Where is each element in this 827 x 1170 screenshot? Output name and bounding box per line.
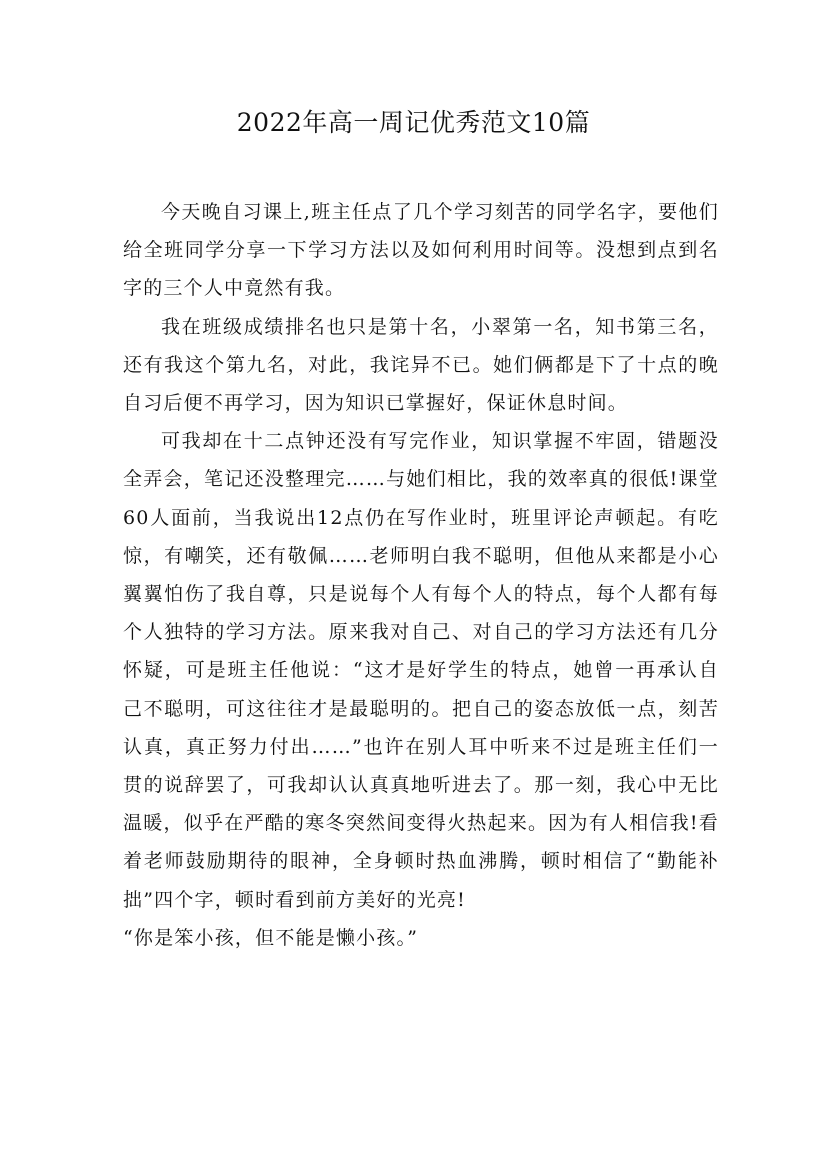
paragraph-2: 我在班级成绩排名也只是第十名，小翠第一名，知书第三名，还有我这个第九名，对此，我诧异不已。她们俩都是下了十点的晚自习后便不再学习，因为知识已掌握好，保证休息时间。 <box>123 315 719 415</box>
document-body <box>123 193 719 957</box>
paragraph-1: 今天晚自习课上,班主任点了几个学习刻苦的同学名字，要他们给全班同学分享一下学习方法以及如何利用时间等。没想到点到名字的三个人中竟然有我。 <box>123 201 719 300</box>
paragraph-3: 可我却在十二点钟还没有写完作业，知识掌握不牢固，错题没全弄会，笔记还没整理完……与她们相比，我的效率真的很低!课堂60人面前，当我说出12点仍在写作业时，班里评论声顿起。有吃惊，有嘲笑，还有敬佩……老师明白我不聪明，但他从来都是小心翼翼怕伤了我自尊，只是说每个人有每个人的特点，每个人都有每个人独特的学习方法。原来我对自己、对自己的学习方法还有几分怀疑，可是班主任他说：“这才是好学生的特点，她曾一再承认自己不聪明，可这往往才是最聪明的。把自己的姿态放低一点，刻苦认真，真正努力付出……”也许在别人耳中听来不过是班主任们一贯的说辞罢了，可我却认认真真地听进去了。那一刻，我心中无比温暖，似乎在严酷的寒冬突然间变得火热起来。因为有人相信我!看着老师鼓励期待的眼神，全身顿时热血沸腾，顿时相信了“勤能补拙”四个字，顿时看到前方美好的光亮! <box>123 430 719 911</box>
document-title: 2022年高一周记优秀范文10篇 <box>236 108 591 137</box>
paragraph-4: “你是笨小孩，但不能是懒小孩。” <box>123 926 419 949</box>
